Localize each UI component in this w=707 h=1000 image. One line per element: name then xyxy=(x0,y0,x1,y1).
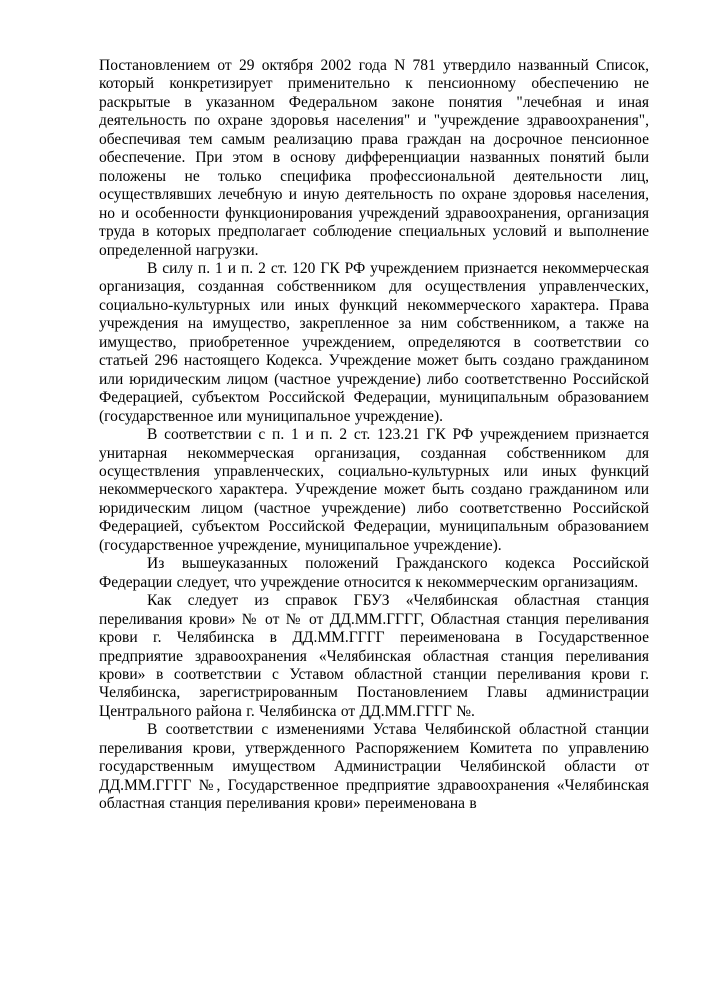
document-text-block xyxy=(99,57,649,814)
paragraph-gk-rf-st120: В силу п. 1 и п. 2 ст. 120 ГК РФ учреждением признается некоммерческая организация, созданная собственником для осуществления управленческих, социально-культурных или иных функций некоммерческого характера. Права учреждения на имущество, закрепленное за ним собственником, а также на имущество, приобретенное учреждением, определяются в соответствии со статьей 296 настоящего Кодекса. Учреждение может быть создано гражданином или юридическим лицом (частное учреждение) либо соответственно Российской Федерацией, субъектом Российской Федерации, муниципальным образованием (государственное или муниципальное учреждение). xyxy=(99,259,649,425)
paragraph-list-781: Постановлением от 29 октября 2002 года N 781 утвердило названный Список, который конкретизирует применительно к пенсионному обеспечению не раскрытые в указанном Федеральном законе понятия "лечебная и иная деятельность по охране здоровья населения" и "учреждение здравоохранения", обеспечивая тем самым реализацию права граждан на досрочное пенсионное обеспечение. При этом в основу дифференциации названных понятий были положены не только специфика профессиональной деятельности лиц, осуществлявших лечебную и иную деятельность по охране здоровья населения, но и особенности функционирования учреждений здравоохранения, организация труда в которых предполагает соблюдение специальных условий и выполнение определенной нагрузки. xyxy=(99,57,649,259)
paragraph-gk-rf-st123-21: В соответствии с п. 1 и п. 2 ст. 123.21 ГК РФ учреждением признается унитарная некоммерческая организация, созданная собственником для осуществления управленческих, социально-культурных или иных функций некоммерческого характера. Учреждение может быть создано гражданином или юридическим лицом (частное учреждение) либо соответственно Российской Федерацией, субъектом Российской Федерации, муниципальным образованием (государственное учреждение, муниципальное учреждение). xyxy=(99,426,649,554)
paragraph-charter-changes: В соответствии с изменениями Устава Челябинской областной станции переливания крови, утвержденного Распоряжением Комитета по управлению государственным имуществом Администрации Челябинской области от ДД.ММ.ГГГГ №, Государственное предприятие здравоохранения «Челябинская областная станция переливания крови» переименована в xyxy=(99,721,649,813)
paragraph-noncommercial-conclusion: Из вышеуказанных положений Гражданского кодекса Российской Федерации следует, что учреждение относится к некоммерческим организациям. xyxy=(99,555,649,591)
paragraph-blood-station-certificates: Как следует из справок ГБУЗ «Челябинская областная станция переливания крови» № от № от ДД.ММ.ГГГГ, Областная станция переливания крови г. Челябинска в ДД.ММ.ГГГГ переименована в Государственное предприятие здравоохранения «Челябинская областная станция переливания крови» в соответствии с Уставом областной станции переливания крови г. Челябинска, зарегистрированным Постановлением Главы администрации Центрального района г. Челябинска от ДД.ММ.ГГГГ №. xyxy=(99,592,649,720)
